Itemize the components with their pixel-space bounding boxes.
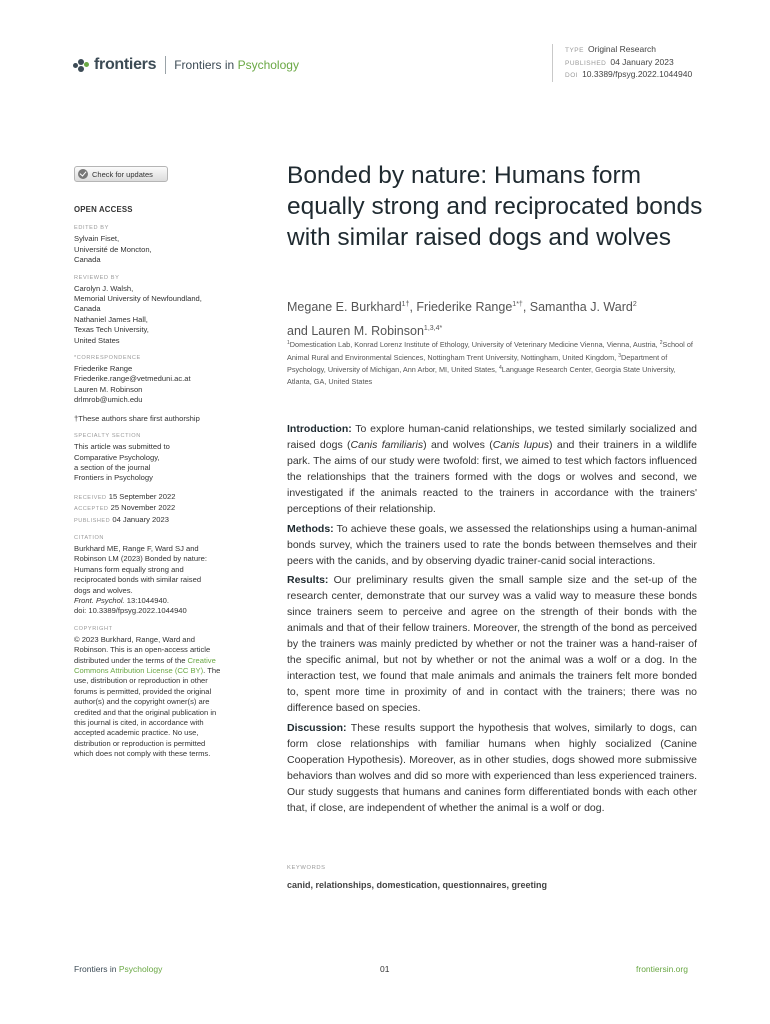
- edited-by-section: EDITED BY Sylvain Fiset, Université de Moncton, Canada: [74, 224, 254, 265]
- copyright-section: COPYRIGHT © 2023 Burkhard, Range, Ward and Robinson. This is an open-access article distributed under the terms of the Creative Commons Attribution License (CC BY). The use, distribution or reproduction in other forums is permitted, provided the original author(s) and the copyright owner(s) are credited and that the original publication in this journal is cited, in accordance with accepted academic practice. No use, distribution or reproduction is permitted which does not comply with these terms.: [74, 625, 254, 760]
- author-name[interactable]: Samantha J. Ward: [529, 300, 633, 314]
- section-heading: EDITED BY: [74, 225, 109, 232]
- meta-doi: DOI 10.3389/fpsyg.2022.1044940: [565, 69, 693, 79]
- section-heading: SPECIALTY SECTION: [74, 433, 141, 440]
- dates-section: RECEIVED 15 September 2022 ACCEPTED 25 November 2022 PUBLISHED 04 January 2023: [74, 491, 176, 524]
- authorship-footnote: †These authors share first authorship: [74, 413, 200, 423]
- meta-published: PUBLISHED 04 January 2023: [565, 56, 674, 67]
- check-for-updates-button[interactable]: [74, 166, 168, 182]
- author-list: Megane E. Burkhard$^{1\dagger}$, Friederike Range$^{1*\dagger}$, Samantha J. Ward$^2$ and Lauren M. Robinson$^{1,3,4*}$: [287, 300, 637, 338]
- journal-logo[interactable]: [72, 54, 299, 76]
- logo-divider: [165, 56, 166, 74]
- author-name[interactable]: Friederike Range: [416, 300, 513, 314]
- footer-journal: Frontiers in Psychology: [74, 964, 163, 974]
- keywords-heading: KEYWORDS: [287, 865, 326, 871]
- reviewed-by-section: REVIEWED BY Carolyn J. Walsh, Memorial University of Newfoundland, Canada Nathaniel James Hall, Texas Tech University, United States: [74, 274, 254, 346]
- abstract-methods: Methods: To achieve these goals, we assessed the relationships using a human-animal bonds survey, which the trainers used to rate the bonds between themselves and their peers with the canids, and by observing dyadic trainer-canid social interactions.: [287, 522, 697, 567]
- section-heading: REVIEWED BY: [74, 274, 120, 281]
- email-link[interactable]: Friederike.range@vetmeduni.ac.at: [74, 374, 191, 384]
- footer-site-link[interactable]: frontiersin.org: [636, 964, 688, 974]
- article-title: Bonded by nature: Humans form equally strong and reciprocated bonds with similar raised dogs and wolves: [287, 162, 703, 251]
- article-meta: [552, 44, 692, 82]
- check-icon: [78, 169, 88, 179]
- abstract-results: Results: Our preliminary results given the small sample size and the set-up of the research center, demonstrate that our survey was a valid way to measure these bonds since trainers seem to perceive and agree on the strength of their bonds with the animals and that of their fellow trainers. Moreover, the strength of the bond as perceived by the trainers was mainly predicted by whether or not the trainer was a hand-raiser of the specific animal, but not by whether or not the animal was a wolf or a dog. In the interaction test, we found that male animals and animals the trainers felt more bonded to, spent more time in proximity of and in contact with the trainers; there was no difference based on species.: [287, 574, 697, 714]
- correspondence-section: *CORRESPONDENCE Friederike Range Friederike.range@vetmeduni.ac.at Lauren M. Robinson drlmrob@umich.edu: [74, 354, 254, 406]
- section-heading: CITATION: [74, 534, 105, 541]
- abstract: [287, 421, 697, 819]
- logo-wordmark: frontiers: [94, 56, 157, 73]
- citation-doi[interactable]: doi: 10.3389/fpsyg.2022.1044940: [74, 606, 187, 616]
- abstract-discussion: Discussion: These results support the hypothesis that wolves, similarly to dogs, can form close relationships with familiar humans when highly socialized (Canine Cooperation Hypothesis). Moreover, as in other studies, dogs showed more submissive behaviors than wolves and did so more with experienced than less experienced trainers. Our study suggests that humans and canines form differentiated bonds with each other that, if close, are independent of whether the animal is a wolf or dog.: [287, 721, 697, 814]
- section-heading: COPYRIGHT: [74, 625, 113, 632]
- license-link[interactable]: Creative: [187, 655, 216, 665]
- keywords: canid, relationships, domestication, questionnaires, greeting: [287, 880, 548, 890]
- license-link[interactable]: Commons Attribution License (CC BY): [74, 666, 204, 675]
- journal-name: Frontiers in Psychology: [174, 58, 299, 72]
- specialty-section: SPECIALTY SECTION This article was submitted to Comparative Psychology, a section of the journal Frontiers in Psychology: [74, 432, 254, 484]
- affiliations: $^1$Domestication Lab, Konrad Lorenz Institute of Ethology, University of Veterinary Medicine Vienna, Vienna, Austria, $^2$School of Animal Rural and Environmental Sciences, Nottingham Trent University, Nottingham, United Kingdom, $^3$Department of Psychology, University of Michigan, Ann Arbor, MI, United States, $^4$Language Research Center, Georgia State University, Atlanta, GA, United States: [287, 340, 693, 386]
- sidebar: [74, 205, 254, 768]
- author-name[interactable]: Megane E. Burkhard: [287, 300, 402, 314]
- citation-section: CITATION Burkhard ME, Range F, Ward SJ and Robinson LM (2023) Bonded by nature: Humans form equally strong and reciprocated bonds with similar raised dogs and wolves. Front. Psychol. 13:1044940. doi: 10.3389/fpsyg.2022.1044940: [74, 534, 254, 617]
- frontiers-logo-icon: [72, 56, 90, 74]
- open-access-label: OPEN ACCESS: [74, 205, 133, 214]
- check-for-updates-label: Check for updates: [92, 169, 153, 179]
- section-heading: *CORRESPONDENCE: [74, 355, 141, 362]
- abstract-introduction: Introduction: To explore human-canid relationships, we tested similarly socialized and raised dogs (Canis familiaris) and wolves (Canis lupus) and their trainers in a wildlife park. The aims of our study were twofold: first, we aimed to test which factors influenced the relationships that the trainers formed with the dogs or wolves and second, we investigated if the animals reacted to the trainers in accordance with the trainers' perceptions of their relationship.: [287, 423, 697, 515]
- email-link[interactable]: drlmrob@umich.edu: [74, 395, 143, 405]
- page-number: 01: [380, 964, 390, 974]
- meta-type: TYPE Original Research: [565, 44, 657, 54]
- author-name[interactable]: Lauren M. Robinson: [311, 324, 424, 338]
